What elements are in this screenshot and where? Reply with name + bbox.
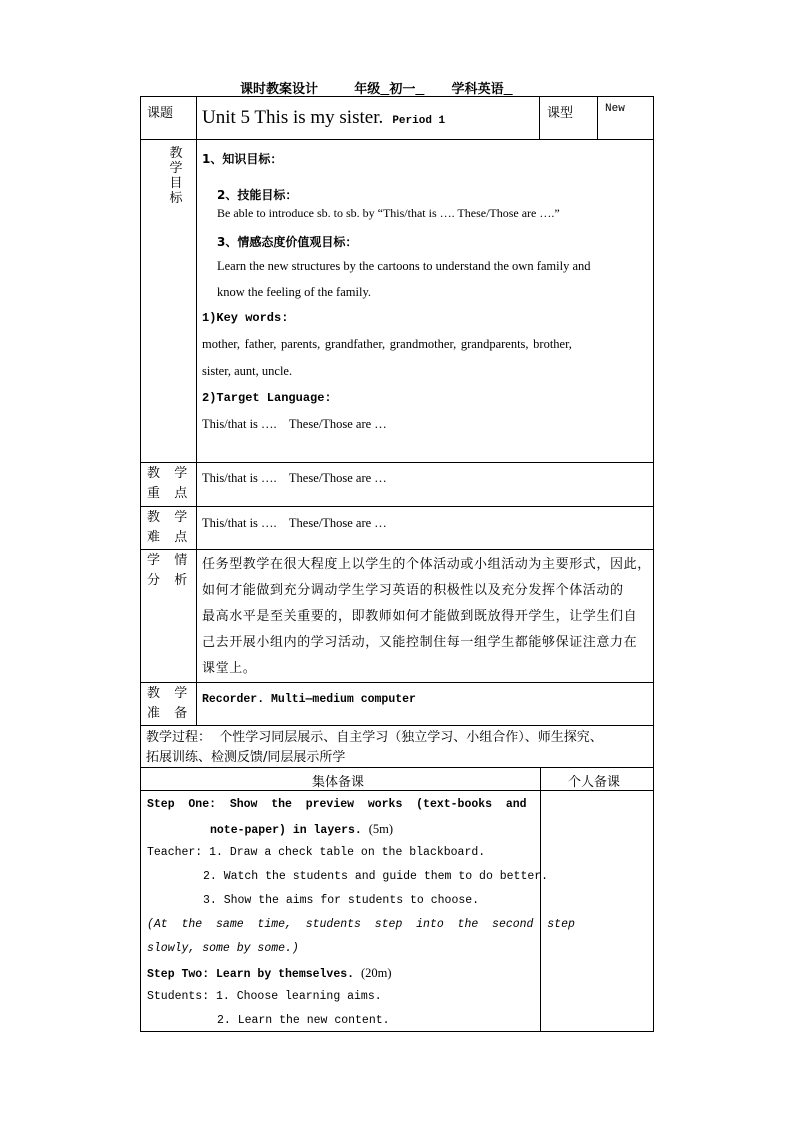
- grade-label: 年级: [354, 82, 381, 97]
- analysis-line: 己去开展小组内的学习活动，又能控制住每一组学生都能够保证注意力在: [202, 635, 638, 650]
- step1-time: (5m): [368, 822, 394, 836]
- target-text: This/that is …. These/Those are …: [202, 417, 387, 431]
- process-line-1: 教学过程： 个性学习同层展示、自主学习（独立学习、小组合作）、师生探究、: [146, 730, 603, 745]
- subject-value: 英语: [477, 82, 504, 97]
- analysis-label-1: 学 情: [147, 553, 190, 568]
- key-words-heading: 1)Key words:: [202, 311, 289, 325]
- key-points-text: This/that is …. These/Those are …: [202, 471, 387, 485]
- step2-line: [147, 966, 392, 981]
- step1-line-b: [210, 822, 393, 837]
- attitude-text-2: know the feeling of the family.: [217, 285, 372, 299]
- analysis-line: 课堂上。: [202, 661, 257, 676]
- key-points-label-1: 教 学: [147, 466, 190, 481]
- analysis-label: [147, 551, 189, 591]
- teacher-line-1: Teacher: 1. Draw a check table on the blackboard.: [147, 846, 486, 859]
- personal-heading: 个人备课: [568, 775, 621, 790]
- difficult-points-label-2: 难 点: [147, 530, 190, 545]
- analysis-line: 如何才能做到充分调动学生学习英语的积极性以及充分发挥个体活动的: [202, 583, 624, 598]
- difficult-points-label: [147, 508, 189, 548]
- difficult-points-text: This/that is …. These/Those are …: [202, 516, 387, 530]
- analysis-text: [202, 552, 651, 682]
- process-text: [146, 728, 603, 768]
- step1-line-a: Step One: Show the preview works (text-books and: [147, 798, 527, 811]
- analysis-label-2: 分 析: [147, 573, 190, 588]
- italic-note-2: slowly, some by some.): [147, 942, 299, 955]
- difficult-points-label-1: 教 学: [147, 510, 190, 525]
- skill-text: Be able to introduce sb. to sb. by “This/that is …. These/Those are ….”: [217, 206, 560, 220]
- step2-text: Step Two: Learn by themselves.: [147, 968, 355, 981]
- students-line-1: Students: 1. Choose learning aims.: [147, 990, 382, 1003]
- analysis-line: 任务型教学在很大程度上以学生的个体活动或小组活动为主要形式，因此，: [202, 557, 651, 572]
- type-label: 课型: [547, 106, 574, 121]
- key-points-label: [147, 464, 189, 504]
- topic-period: Period 1: [392, 115, 446, 127]
- skill-heading: 2、技能目标：: [217, 188, 298, 202]
- topic-label: 课题: [147, 106, 174, 121]
- topic-title-text: Unit 5 This is my sister.: [202, 107, 384, 128]
- attitude-heading: 3、情感态度价值观目标：: [217, 235, 358, 249]
- subject-label: 学科: [451, 82, 478, 97]
- knowledge-heading: 1、知识目标：: [202, 152, 283, 166]
- preparation-label-2: 准 备: [147, 706, 190, 721]
- analysis-line: 最高水平是至关重要的，即教师如何才能做到既放得开学生，让学生们自: [202, 609, 638, 624]
- italic-note-1: (At the same time, students step into the second step: [147, 918, 575, 931]
- key-words-line-1: mother, father, parents, grandfather, grandmother, grandparents, brother,: [202, 337, 572, 351]
- preparation-text: Recorder. Multi—medium computer: [202, 693, 416, 706]
- objectives-label-text: 教学目标: [169, 146, 183, 206]
- grade-value: 初一: [389, 82, 416, 97]
- students-line-2: 2. Learn the new content.: [217, 1014, 390, 1027]
- key-points-label-2: 重 点: [147, 486, 190, 501]
- preparation-label-1: 教 学: [147, 686, 190, 701]
- page-header: [240, 78, 513, 97]
- step2-time: (20m): [360, 966, 392, 980]
- step1-line-b-text: note-paper) in layers.: [210, 824, 362, 837]
- collective-heading: 集体备课: [312, 775, 365, 790]
- type-value: New: [605, 103, 625, 115]
- attitude-text-1: Learn the new structures by the cartoons to understand the own family and: [217, 259, 591, 273]
- process-line-2: 拓展训练、检测反馈/同层展示所学: [146, 750, 346, 765]
- key-words-line-2: sister, aunt, uncle.: [202, 364, 293, 378]
- topic-title: [202, 107, 445, 129]
- objectives-label: [169, 146, 183, 206]
- header-title: 课时教案设计: [240, 82, 319, 97]
- preparation-label: [147, 684, 189, 724]
- teacher-line-3: 3. Show the aims for students to choose.: [203, 894, 480, 907]
- target-heading: 2)Target Language:: [202, 391, 332, 405]
- teacher-line-2: 2. Watch the students and guide them to do better.: [203, 870, 549, 883]
